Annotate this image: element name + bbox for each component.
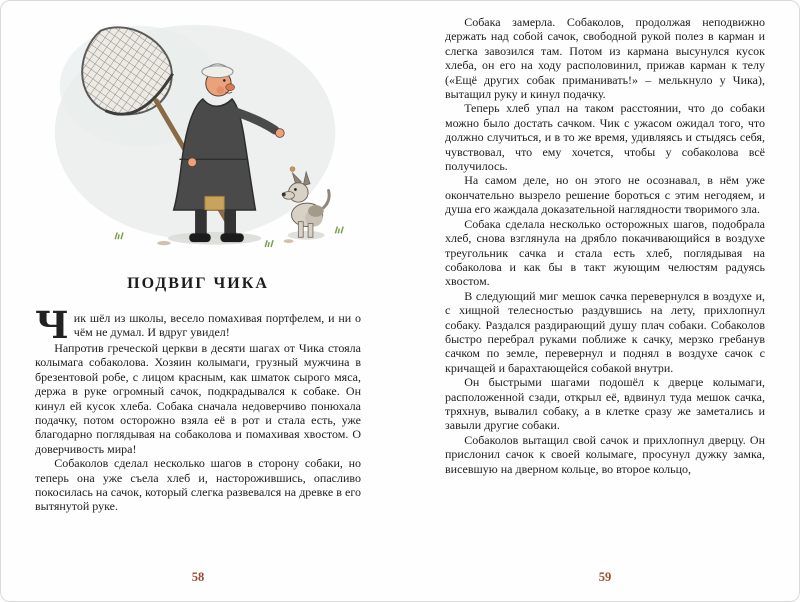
paragraph: В следующий миг мешок сачка перевернулся в воздухе и, с хищной телесностью раздувшись на лету, прихлопнул собаку. Раздался раздирающий душу плач собаки. Собаколов быстро перебрал руками поближе к сачку, мерзко гребанув сачком по земле, перевернул и поднял в воздухе сачок с кричащей и барахтающейся собакой внутри.	[445, 288, 765, 375]
paragraph-text: ик шёл из школы, весело помахивая портфелем, и ни о чём не думал. И вдруг увидел!	[73, 311, 361, 340]
left-page-text	[35, 303, 361, 514]
paragraph: Собаколов вытащил свой сачок и прихлопнул дверцу. Он прислонил сачок к своей колымаге, просунул дужку замка, висевшую на дверном кольце, во второе кольцо,	[445, 432, 765, 476]
right-page	[445, 1, 765, 601]
chapter-title: ПОДВИГ ЧИКА	[127, 275, 269, 292]
paragraph: Собаколов сделал несколько шагов в сторону собаки, но теперь она уже съела хлеб и, насторожившись, опасливо покосилась на сачок, который слегка развевался на древке в его вытянутой руке.	[35, 456, 361, 514]
page-number-left: 58	[191, 570, 205, 584]
paragraph	[35, 303, 361, 347]
paragraph: На самом деле, но он этого не осознавал, в нём уже окончательно вызрело решение бороться с этим негодяем, и душа его жаждала доказательной наглядности творимого зла.	[445, 173, 765, 217]
paragraph: Собака сделала несколько осторожных шагов, подобрала хлеб, снова взглянула на дрябло покачивающийся в воздухе треугольник сачка и стала есть хлеб, поглядывая на собаколова и как бы в такт жующим челюстям радуясь хвостом.	[445, 216, 765, 289]
page-number-right: 59	[598, 570, 612, 584]
paragraph: Напротив греческой церкви в десяти шагах от Чика стояла колымага собаколова. Хозяин колымаги, грузный мужчина в брезентовой робе, с лицом красным, как шматок сырого мяса, держа в руке огромный сачок, подкрадывался к собаке. Он кинул ей кусок хлеба. Собака сначала недоверчиво понюхала подачку, потом осторожно взяла её в рот и стала есть, уже благодарно поглядывая на собаколова и помахивая хвостом. О доверчивость мира!	[35, 341, 361, 456]
right-page-text	[445, 15, 765, 476]
dropcap: Ч	[35, 303, 69, 347]
paragraph: Собака замерла. Собаколов, продолжая неподвижно держать над собой сачок, свободной рукой полез в карман и слегка завозился там. Потом из кармана высунулся кусок хлеба, он его на ходу располовинил, прижав карман к телу («Ещё других собак приманивать!» – мелькнуло у Чика), вытащил руку и кинул подачку.	[445, 15, 765, 102]
dogcatcher-illustration-svg	[47, 9, 349, 259]
paragraph: Теперь хлеб упал на таком расстоянии, что до собаки можно было достать сачком. Чик с ужасом ожидал того, что должно случиться, и в то же время, удивляясь и стыдясь себя, чувствовал, что ему хочется, чтобы у собаколова всё получилось.	[445, 101, 765, 174]
dogcatcher-illustration	[47, 9, 349, 259]
left-page	[35, 1, 361, 601]
paragraph: Он быстрыми шагами подошёл к дверце колымаги, расположенной сзади, открыл её, вдвинул туда мешок сачка, тряхнув, вывалил собаку, а в клетке сразу же заметались и завыли другие собаки.	[445, 375, 765, 433]
